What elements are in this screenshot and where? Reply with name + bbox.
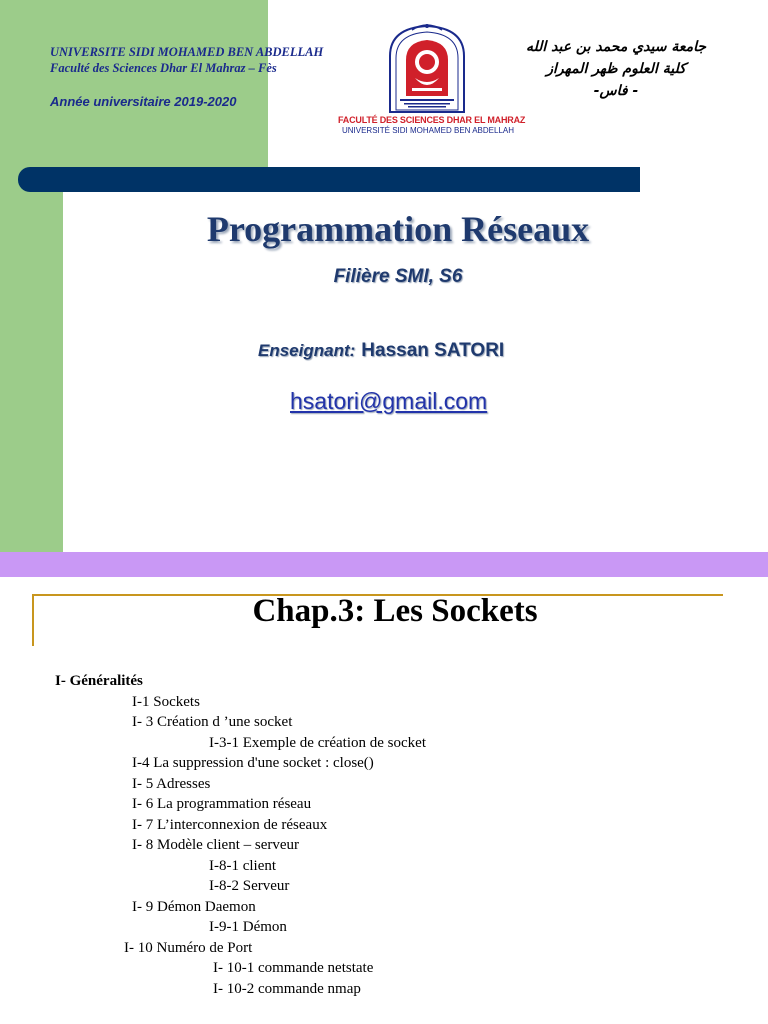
- slide-separator: [0, 552, 768, 577]
- arabic-header: [516, 36, 716, 102]
- navy-banner-bar: [18, 167, 640, 192]
- toc-item: I- 10-1 commande netstate: [213, 960, 374, 976]
- toc-item: I-3-1 Exemple de création de socket: [209, 735, 426, 751]
- toc-item: I-8-1 client: [209, 858, 277, 874]
- teacher-email-link[interactable]: hsatori@gmail.com: [290, 388, 488, 414]
- faculty-name: Faculté des Sciences Dhar El Mahraz – Fès: [50, 61, 277, 75]
- teacher-name: Hassan SATORI: [361, 340, 505, 361]
- academic-year: Année universitaire 2019-2020: [50, 94, 237, 109]
- course-title: Programmation Réseaux: [206, 209, 590, 249]
- toc-item: I-4 La suppression d'une socket : close(): [132, 755, 374, 771]
- toc-item: I-9-1 Démon: [209, 919, 287, 935]
- university-header: [50, 44, 323, 76]
- faculty-logo: [338, 22, 526, 142]
- arabic-faculty-name: كلية العلوم ظهر المهراز: [546, 61, 686, 77]
- teacher-label: Enseignant:: [258, 341, 356, 360]
- toc-item: I- 3 Création d ’une socket: [132, 714, 293, 730]
- logo-university-caption: UNIVERSITÉ SIDI MOHAMED BEN ABDELLAH: [341, 126, 515, 135]
- chapter-title: Chap.3: Les Sockets: [252, 593, 538, 629]
- green-corner-block: [0, 0, 268, 170]
- toc-item: I- 10 Numéro de Port: [124, 940, 253, 956]
- toc-item: I- 5 Adresses: [132, 776, 211, 792]
- toc-item: I- 9 Démon Daemon: [132, 899, 256, 915]
- toc-item: I-8-2 Serveur: [209, 878, 290, 894]
- course-subtitle: Filière SMI, S6: [333, 266, 463, 287]
- toc-item: I- 10-2 commande nmap: [213, 981, 361, 997]
- logo-faculty-caption: FACULTÉ DES SCIENCES DHAR EL MAHRAZ: [338, 115, 526, 125]
- faculty-emblem-icon: [382, 22, 472, 114]
- chapter-slide: [0, 577, 768, 1024]
- arabic-university-name: جامعة سيدي محمد بن عبد الله: [525, 39, 707, 55]
- toc-item: I- 7 L’interconnexion de réseaux: [132, 817, 328, 833]
- toc-item: I-1 Sockets: [132, 694, 200, 710]
- teacher-line: [258, 340, 504, 362]
- arabic-city: - فاس-: [593, 83, 639, 99]
- toc-item: I- 8 Modèle client – serveur: [132, 837, 300, 853]
- toc-item: I- Généralités: [55, 673, 143, 689]
- toc-item: I- 6 La programmation réseau: [132, 796, 312, 812]
- university-name: UNIVERSITE SIDI MOHAMED BEN ABDELLAH: [50, 45, 324, 59]
